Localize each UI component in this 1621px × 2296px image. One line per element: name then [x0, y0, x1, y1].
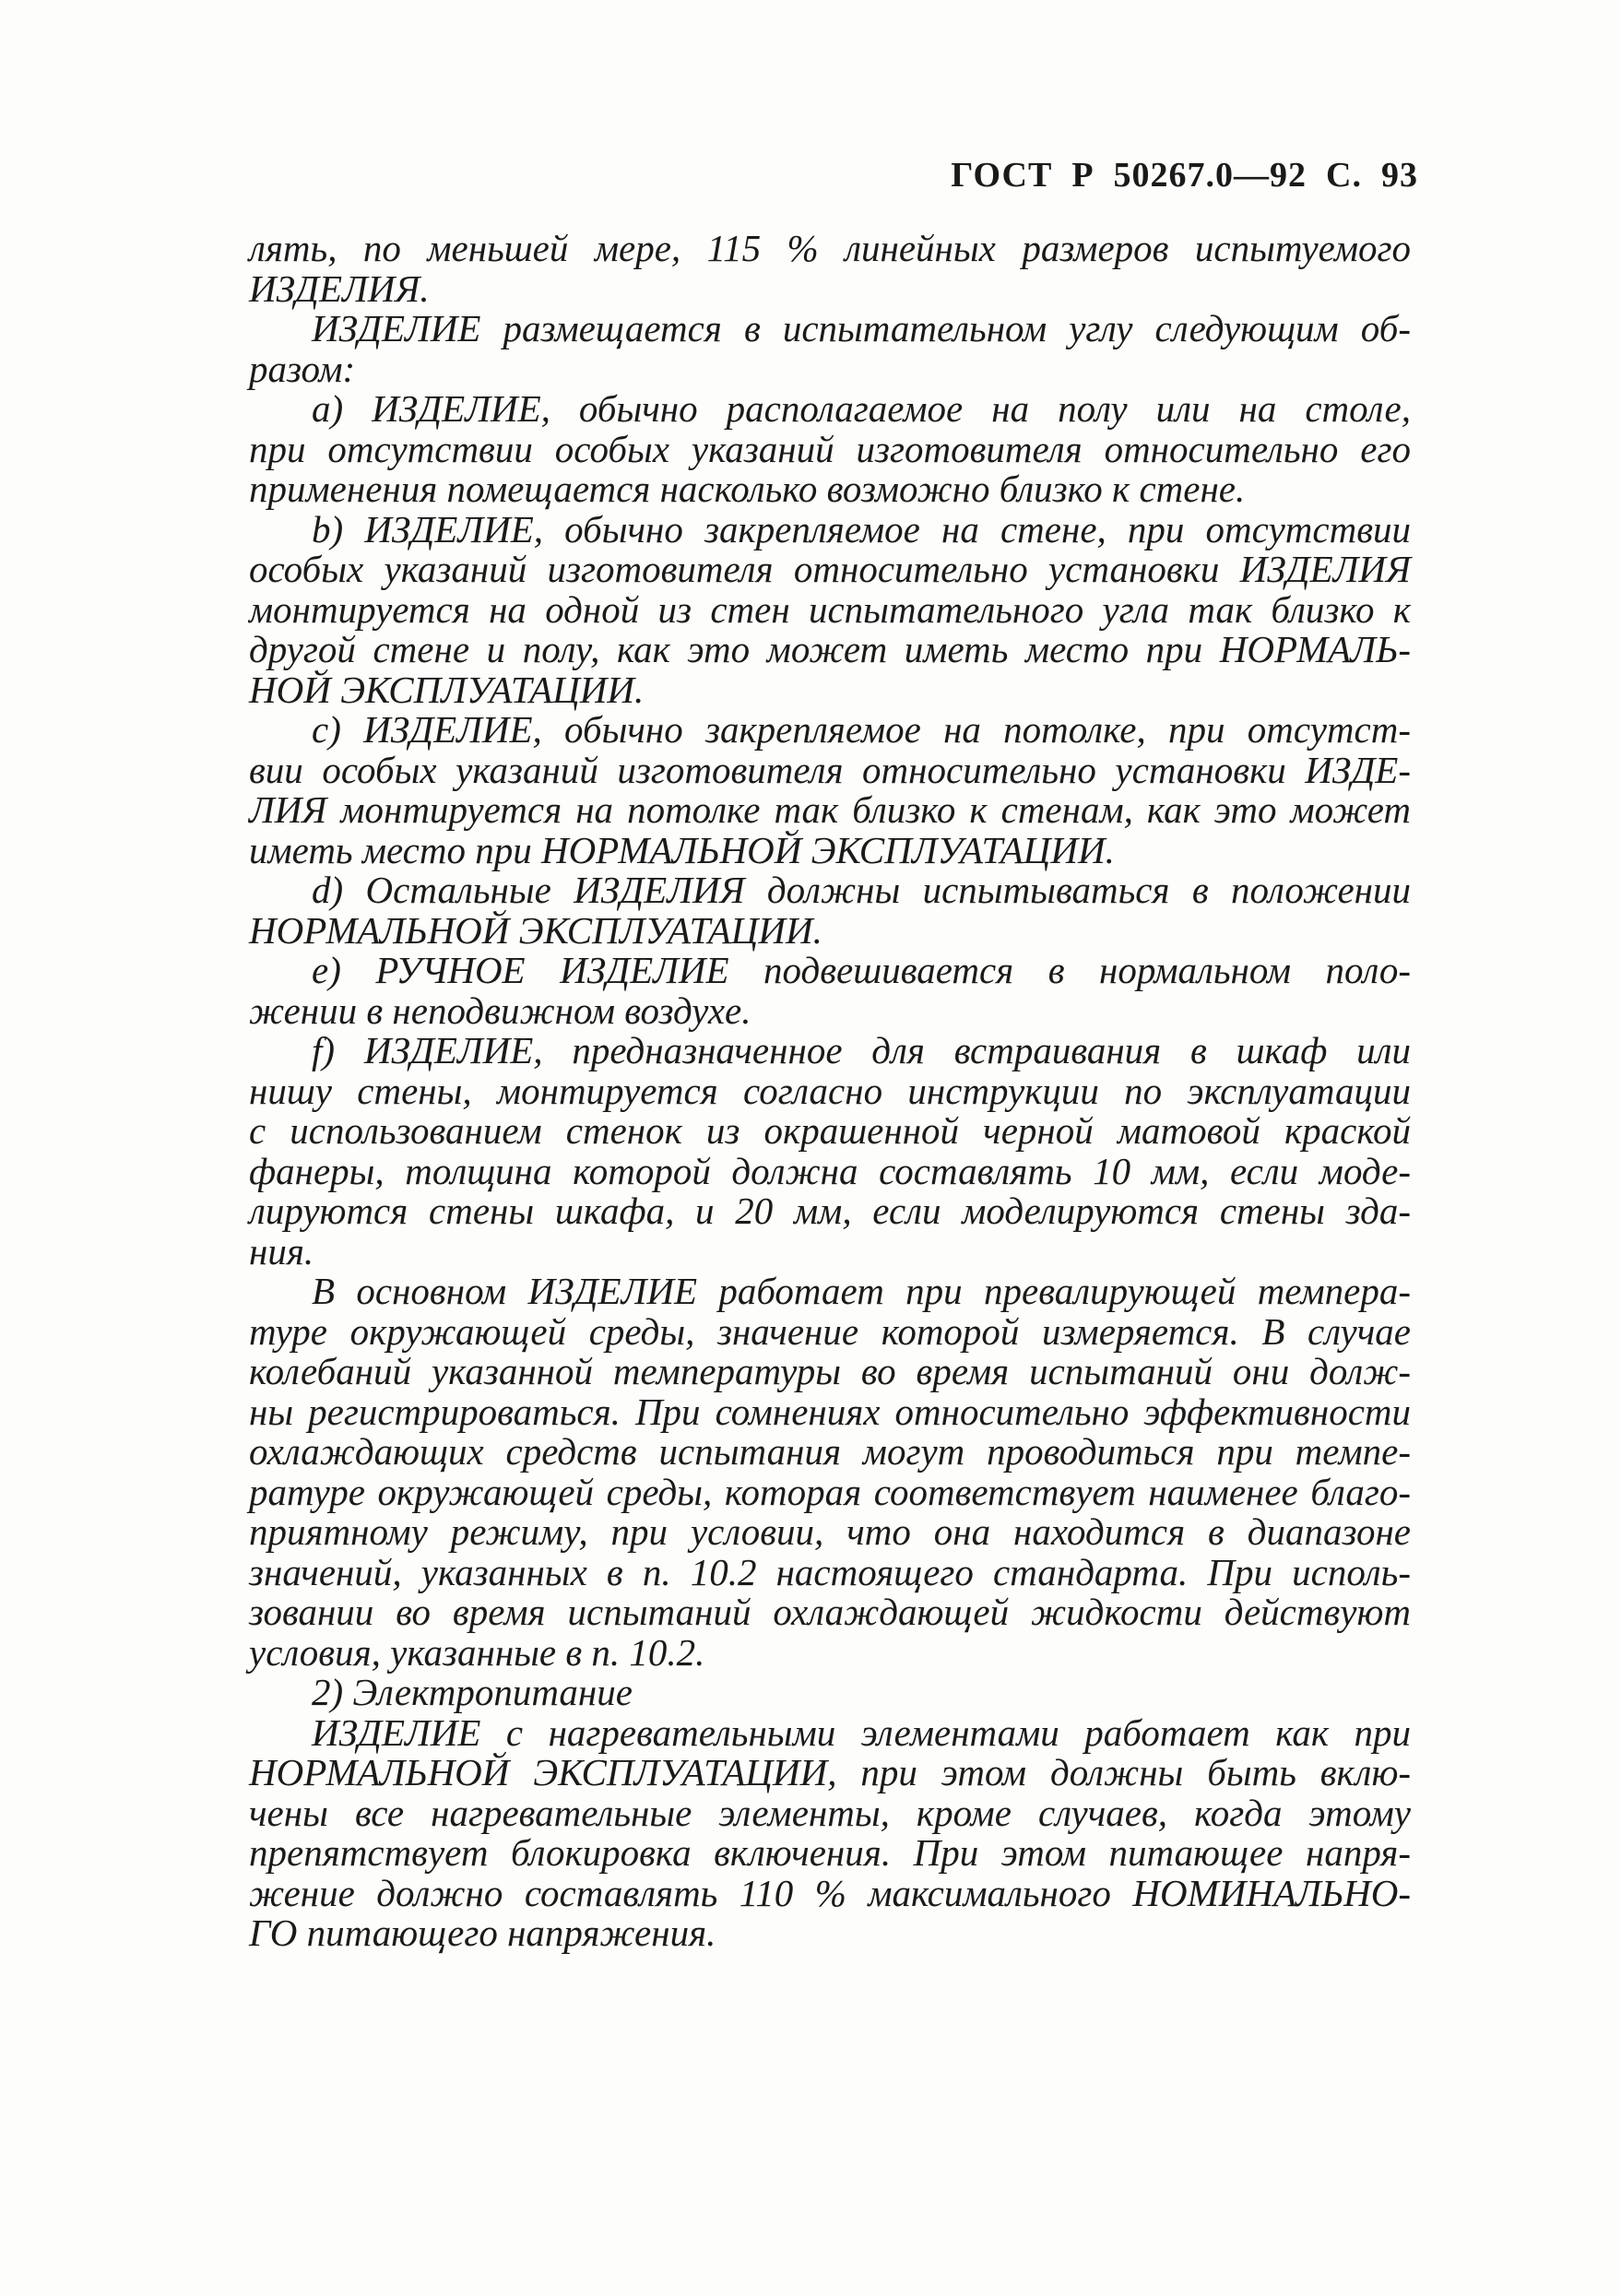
text-line: a) ИЗДЕЛИЕ, обычно располагаемое на полу или на столе,	[312, 387, 1411, 430]
text-line: ЛИЯ монтируется на потолке так близко к стенам, как это может	[249, 788, 1411, 831]
text-line: колебаний указанной температуры во время испытаний они долж-	[249, 1350, 1411, 1392]
text-line: лять, по меньшей мере, 115 % линейных размеров испытуемого	[249, 227, 1411, 269]
text-line: В основном ИЗДЕЛИЕ работает при превалирующей темпера-	[312, 1270, 1411, 1312]
text-line: f) ИЗДЕЛИЕ, предназначенное для встраивания в шкаф или	[312, 1029, 1411, 1071]
text-line: приятному режиму, при условии, что она находится в диапазоне	[249, 1510, 1411, 1553]
text-line: e) РУЧНОЕ ИЗДЕЛИЕ подвешивается в нормальном поло-	[312, 949, 1411, 991]
text-line: фанеры, толщина которой должна составлять 10 мм, если моде-	[249, 1149, 1411, 1192]
text-line: ратуре окружающей среды, которая соответствует наименее благо-	[249, 1470, 1411, 1513]
text-line: чены все нагревательные элементы, кроме случаев, когда этому	[249, 1791, 1411, 1834]
text-line: условия, указанные в п. 10.2.	[249, 1630, 705, 1674]
text-line: охлаждающих средств испытания могут проводиться при темпе-	[249, 1430, 1411, 1473]
text-line: разом:	[249, 347, 356, 390]
text-line: b) ИЗДЕЛИЕ, обычно закрепляемое на стене, при отсутствии	[312, 507, 1411, 550]
text-line: другой стене и полу, как это может иметь место при НОРМАЛЬ-	[249, 628, 1411, 670]
text-line: зовании во время испытаний охлаждающей жидкости действуют	[249, 1591, 1411, 1633]
text-line: лируются стены шкафа, и 20 мм, если моделируются стены зда-	[249, 1189, 1411, 1232]
text-line: НОЙ ЭКСПЛУАТАЦИИ.	[249, 668, 645, 711]
text-line: туре окружающей среды, значение которой измеряется. В случае	[249, 1309, 1411, 1353]
text-line: вии особых указаний изготовителя относительно установки ИЗДЕ-	[249, 748, 1411, 791]
text-line: нишу стены, монтируется согласно инструкции по эксплуатации	[249, 1069, 1411, 1112]
text-line: ния.	[249, 1229, 314, 1272]
text-line: 2) Электропитание	[312, 1671, 633, 1713]
text-line: с использованием стенок из окрашенной черной матовой краской	[249, 1109, 1411, 1152]
text-line: применения помещается насколько возможно близко к стене.	[249, 467, 1246, 510]
text-line: ИЗДЕЛИЕ размещается в испытательном углу следующим об-	[312, 307, 1411, 349]
text-line: c) ИЗДЕЛИЕ, обычно закрепляемое на потолке, при отсутст-	[312, 708, 1411, 751]
text-line: монтируется на одной из стен испытательного угла так близко к	[249, 587, 1411, 631]
text-line: ИЗДЕЛИЯ.	[249, 266, 430, 310]
text-line: ны регистрироваться. При сомнениях относительно эффективности	[249, 1390, 1411, 1433]
page-header: ГОСТ Р 50267.0—92 С. 93	[951, 156, 1418, 195]
text-line: особых указаний изготовителя относительно установки ИЗДЕЛИЯ	[249, 548, 1411, 590]
text-line: препятствует блокировка включения. При этом питающее напря-	[249, 1831, 1411, 1874]
text-line: жение должно составлять 110 % максимального НОМИНАЛЬНО-	[249, 1871, 1411, 1914]
text-line: НОРМАЛЬНОЙ ЭКСПЛУАТАЦИИ.	[249, 908, 822, 952]
text-line: при отсутствии особых указаний изготовителя относительно его	[249, 427, 1411, 470]
text-line: ГО питающего напряжения.	[249, 1911, 716, 1954]
text-line: d) Остальные ИЗДЕЛИЯ должны испытываться в положении	[312, 869, 1411, 911]
text-line: жении в неподвижном воздухе.	[249, 988, 751, 1032]
text-line: ИЗДЕЛИЕ с нагревательными элементами работает как при	[312, 1710, 1411, 1754]
text-line: иметь место при НОРМАЛЬНОЙ ЭКСПЛУАТАЦИИ.	[249, 828, 1115, 871]
text-line: НОРМАЛЬНОЙ ЭКСПЛУАТАЦИИ, при этом должны быть вклю-	[249, 1751, 1411, 1793]
text-line: значений, указанных в п. 10.2 настоящего стандарта. При исполь-	[249, 1550, 1411, 1593]
body-text	[249, 229, 1411, 1954]
